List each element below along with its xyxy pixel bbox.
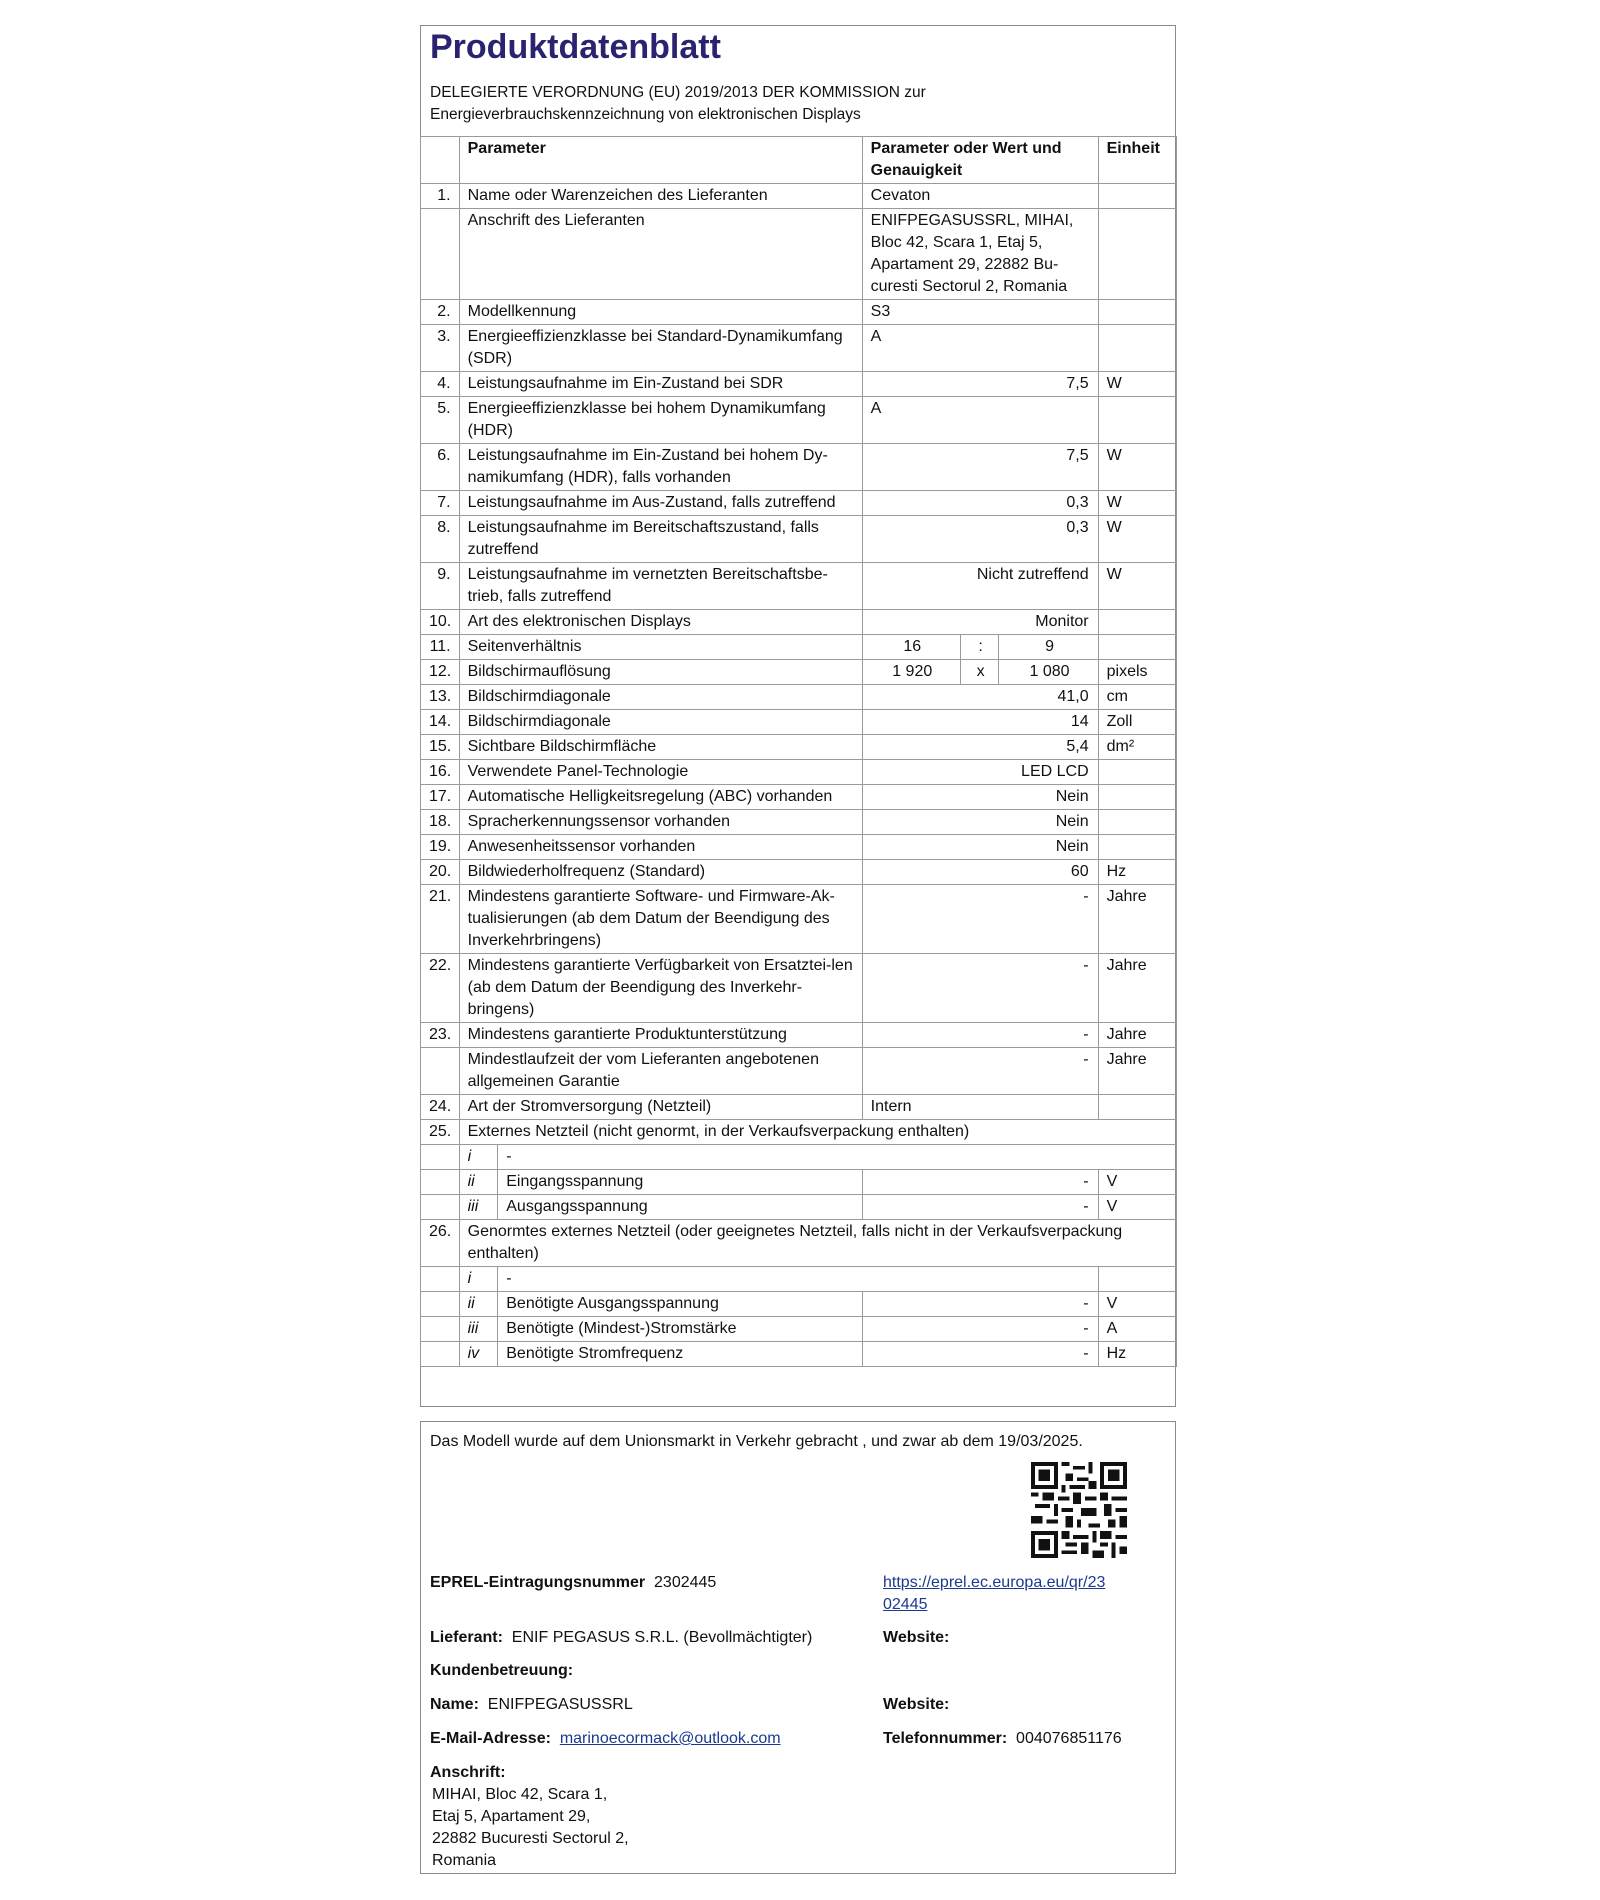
eprel-registration: EPREL-Eintragungsnummer 2302445 (430, 1574, 717, 1591)
table-row: 26. Genormtes externes Netzteil (oder geeignetes Netzteil, falls nicht in der Verkaufsverpackung enthalten) (421, 1220, 1177, 1267)
table-row: 5. Energieeffizienzklasse bei hohem Dynamikumfang (HDR) A (421, 397, 1177, 444)
table-row: 25. Externes Netzteil (nicht genormt, in der Verkaufsverpackung enthalten) (421, 1120, 1177, 1145)
table-row: 23. Mindestens garantierte Produktunterstützung - Jahre (421, 1023, 1177, 1048)
table-row: 17. Automatische Helligkeitsregelung (ABC) vorhanden Nein (421, 785, 1177, 810)
table-row: 13. Bildschirmdiagonale 41,0 cm (421, 685, 1177, 710)
market-date-text: Das Modell wurde auf dem Unionsmarkt in Verkehr gebracht , und zwar ab dem 19/03/2025. (430, 1433, 1083, 1450)
table-row: iv Benötigte Stromfrequenz - Hz (421, 1342, 1177, 1367)
table-row: 21. Mindestens garantierte Software- und Firmware-Ak-tualisierungen (ab dem Datum der Beendigung des Inverkehrbringens) - Jahre (421, 885, 1177, 954)
table-row: 16. Verwendete Panel-Technologie LED LCD (421, 760, 1177, 785)
table-row: 3. Energieeffizienzklasse bei Standard-Dynamikumfang (SDR) A (421, 325, 1177, 372)
support-website-label: Website: (883, 1696, 950, 1713)
eprel-url-line-2[interactable]: 02445 (883, 1596, 928, 1613)
table-row: iii Benötigte (Mindest-)Stromstärke - A (421, 1317, 1177, 1342)
table-header-row (421, 137, 1177, 184)
eprel-link[interactable] (883, 1572, 1105, 1616)
table-row: ii Eingangsspannung - V (421, 1170, 1177, 1195)
support-email: E-Mail-Adresse: marinoecormack@outlook.com (430, 1730, 781, 1747)
table-row: Mindestlaufzeit der vom Lieferanten angebotenen allgemeinen Garantie - Jahre (421, 1048, 1177, 1095)
email-link[interactable]: marinoecormack@outlook.com (559, 1730, 781, 1747)
table-row: 1. Name oder Warenzeichen des Lieferanten Cevaton (421, 184, 1177, 209)
eprel-url-line-1[interactable]: https://eprel.ec.europa.eu/qr/23 (883, 1574, 1106, 1591)
supplier-info: Lieferant: ENIF PEGASUS S.R.L. (Bevollmächtigter) (430, 1629, 813, 1646)
table-row: 15. Sichtbare Bildschirmfläche 5,4 dm² (421, 735, 1177, 760)
table-row: iii Ausgangsspannung - V (421, 1195, 1177, 1220)
page-title: Produktdatenblatt (430, 28, 721, 66)
eprel-info-box (420, 1421, 1176, 1874)
table-row: 8. Leistungsaufnahme im Bereitschaftszustand, falls zutreffend 0,3 W (421, 516, 1177, 563)
table-row: 6. Leistungsaufnahme im Ein-Zustand bei hohem Dy-namikumfang (HDR), falls vorhanden 7,5 W (421, 444, 1177, 491)
qr-code-icon[interactable] (1031, 1462, 1127, 1558)
table-row: ii Benötigte Ausgangsspannung - V (421, 1292, 1177, 1317)
header-value: Parameter oder Wert und Genauigkeit (862, 137, 1098, 184)
support-phone: Telefonnummer: 004076851176 (883, 1730, 1122, 1747)
table-row: 11. Seitenverhältnis 16 : 9 (421, 635, 1177, 660)
customer-support-heading: Kundenbetreuung: (430, 1662, 574, 1679)
table-row: 20. Bildwiederholfrequenz (Standard) 60 Hz (421, 860, 1177, 885)
supplier-website-label: Website: (883, 1629, 950, 1646)
table-row: Anschrift des Lieferanten ENIFPEGASUSSRL, MIHAI, Bloc 42, Scara 1, Etaj 5, Apartament 29, 22882 Bu-curesti Sectorul 2, Romania (421, 209, 1177, 300)
header-unit: Einheit (1098, 137, 1176, 184)
header-parameter: Parameter (459, 137, 862, 184)
table-row: 9. Leistungsaufnahme im vernetzten Bereitschaftsbe-trieb, falls zutreffend Nicht zutreffend W (421, 563, 1177, 610)
product-data-sheet (420, 25, 1176, 1407)
regulation-subtitle: DELEGIERTE VERORDNUNG (EU) 2019/2013 DER KOMMISSION zur Energieverbrauchskennzeichnung von elektronischen Displays (430, 84, 926, 123)
table-row: i - (421, 1145, 1177, 1170)
table-row: 24. Art der Stromversorgung (Netzteil) Intern (421, 1095, 1177, 1120)
table-row: 2. Modellkennung S3 (421, 300, 1177, 325)
table-row: 22. Mindestens garantierte Verfügbarkeit von Ersatztei-len (ab dem Datum der Beendigung des Inverkehr-bringens) - Jahre (421, 954, 1177, 1023)
support-address: Anschrift: MIHAI, Bloc 42, Scara 1, Etaj 5, Apartament 29, 22882 Bucuresti Sectorul 2, Romania (430, 1764, 629, 1869)
table-row: 19. Anwesenheitssensor vorhanden Nein (421, 835, 1177, 860)
table-row: 14. Bildschirmdiagonale 14 Zoll (421, 710, 1177, 735)
table-row: 18. Spracherkennungssensor vorhanden Nein (421, 810, 1177, 835)
table-row: 7. Leistungsaufnahme im Aus-Zustand, falls zutreffend 0,3 W (421, 491, 1177, 516)
table-row: 4. Leistungsaufnahme im Ein-Zustand bei SDR 7,5 W (421, 372, 1177, 397)
table-row: 10. Art des elektronischen Displays Monitor (421, 610, 1177, 635)
table-row: i - (421, 1267, 1177, 1292)
support-name: Name: ENIFPEGASUSSRL (430, 1696, 633, 1713)
parameter-table (420, 136, 1177, 1367)
table-row: 12. Bildschirmauflösung 1 920 x 1 080 pixels (421, 660, 1177, 685)
